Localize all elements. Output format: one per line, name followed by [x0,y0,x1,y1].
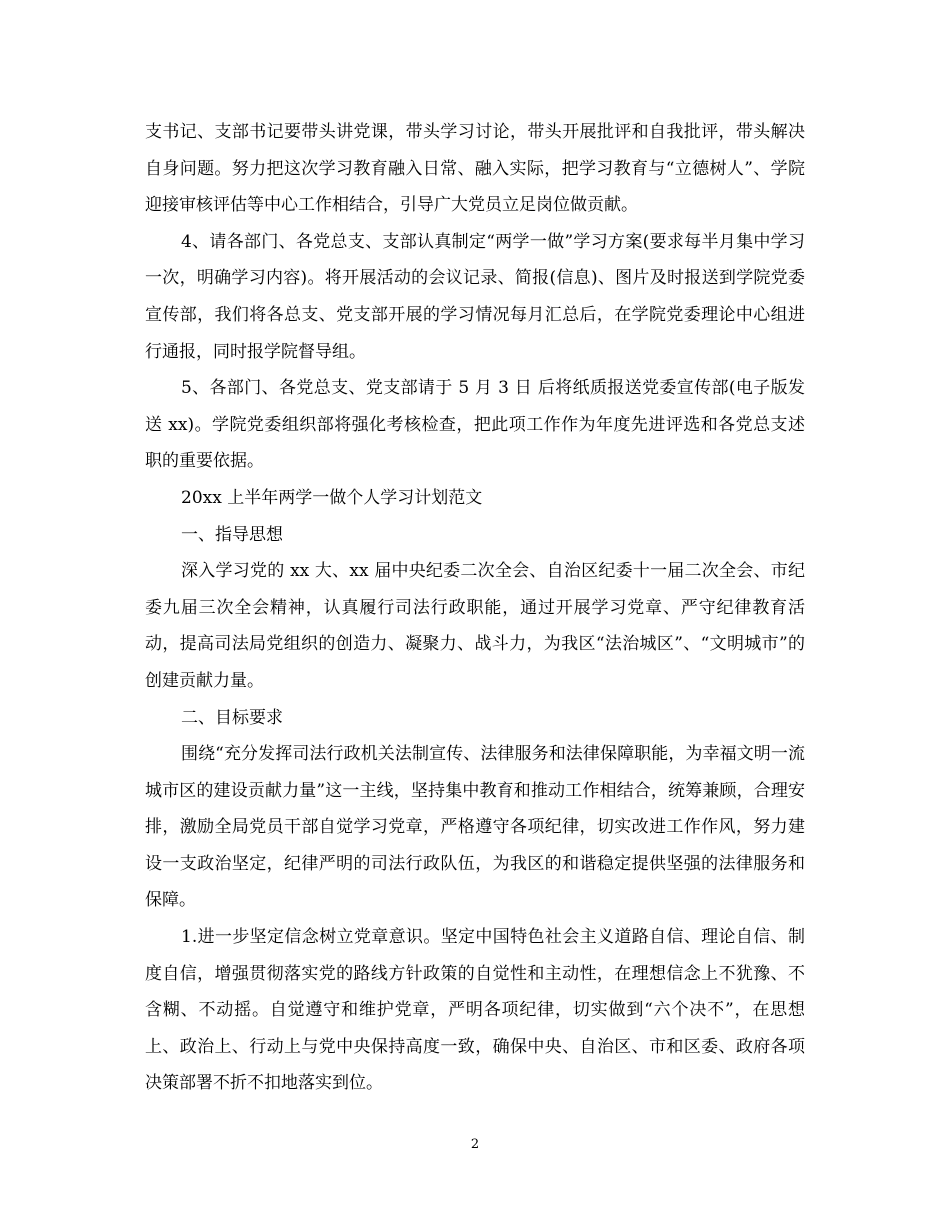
paragraph-item-4: 4、请各部门、各党总支、支部认真制定“两学一做”学习方案(要求每半月集中学习一次，明确学习内容)。将开展活动的会议记录、简报(信息)、图片及时报送到学院党委宣传部，我们将各总支、党支部开展的学习情况每月汇总后，在学院党委理论中心组进行通报，同时报学院督导组。 [145,231,805,362]
paragraph-continuation: 支书记、支部书记要带头讲党课，带头学习讨论，带头开展批评和自我批评，带头解决自身问题。努力把这次学习教育融入日常、融入实际，把学习教育与“立德树人”、学院迎接审核评估等中心工作相结合，引导广大党员立足岗位做贡献。 [145,122,805,216]
paragraph-goal-1: 1.进一步坚定信念树立党章意识。坚定中国特色社会主义道路自信、理论自信、制度自信，增强贯彻落实党的路线方针政策的自觉性和主动性，在理想信念上不犹豫、不含糊、不动摇。自觉遵守和维护党章，严明各项纪律，切实做到“六个决不”，在思想上、政治上、行动上与党中央保持高度一致，确保中央、自治区、市和区委、政府各项决策部署不折不扣地落实到位。 [145,927,805,1094]
page-number: 2 [470,1137,480,1152]
paragraph-goals: 围绕“充分发挥司法行政机关法制宣传、法律服务和法律保障职能，为幸福文明一流城市区的建设贡献力量”这一主线，坚持集中教育和推动工作相结合，统筹兼顾，合理安排，激励全局党员干部自觉学习党章，严格遵守各项纪律，切实改进工作作风，努力建设一支政治坚定，纪律严明的司法行政队伍，为我区的和谐稳定提供坚强的法律服务和保障。 [145,744,805,911]
section-heading-guiding-ideology: 一、指导思想 [181,524,283,545]
paragraph-guiding-ideology: 深入学习党的 xx 大、xx 届中央纪委二次全会、自治区纪委十一届二次全会、市纪委九届三次全会精神，认真履行司法行政职能，通过开展学习党章、严守纪律教育活动，提高司法局党组织的创造力、凝聚力、战斗力，为我区“法治城区”、“文明城市”的创建贡献力量。 [145,561,805,691]
document-title: 20xx 上半年两学一做个人学习计划范文 [181,487,483,508]
document-body [145,114,805,1102]
section-heading-goals: 二、目标要求 [181,707,283,728]
paragraph-item-5: 5、各部门、各党总支、党支部请于 5 月 3 日 后将纸质报送党委宣传部(电子版发送 xx)。学院党委组织部将强化考核检查，把此项工作作为年度先进评选和各党总支述职的重要依据。 [145,378,805,472]
